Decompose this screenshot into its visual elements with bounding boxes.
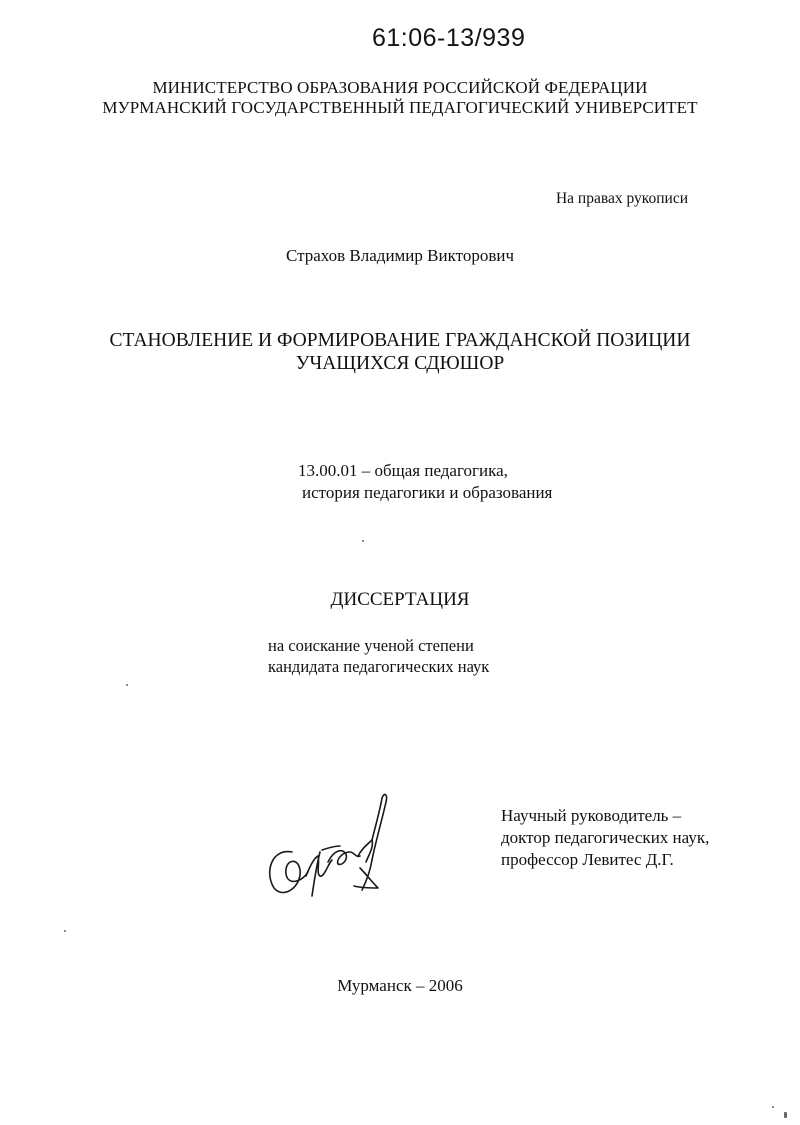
degree-block (268, 635, 489, 677)
dissertation-title (0, 329, 800, 375)
university-name: МУРМАНСКИЙ ГОСУДАРСТВЕННЫЙ ПЕДАГОГИЧЕСКИЙ УНИВЕРСИТЕТ (102, 98, 698, 117)
specialty-block (298, 460, 552, 504)
supervisor-block (501, 805, 709, 871)
archive-stamp-number: 61:06-13/939 (372, 24, 526, 52)
title-line-1: СТАНОВЛЕНИЕ И ФОРМИРОВАНИЕ ГРАЖДАНСКОЙ ПОЗИЦИИ (109, 330, 691, 351)
supervisor-line-3: профессор Левитес Д.Г. (501, 850, 674, 869)
specialty-line-1: 13.00.01 – общая педагогика, (298, 461, 508, 480)
degree-line-1: на соискание ученой степени (268, 636, 474, 655)
author-name: Страхов Владимир Викторович (286, 246, 514, 265)
specialty-line-2: история педагогики и образования (302, 483, 553, 502)
scan-speck (784, 1112, 787, 1118)
manuscript-note: На правах рукописи (555, 190, 688, 207)
scan-speck (126, 684, 128, 686)
handwritten-signature (262, 790, 402, 900)
institution-header (0, 78, 800, 118)
city-year: Мурманск – 2006 (337, 976, 463, 995)
ministry-name: МИНИСТЕРСТВО ОБРАЗОВАНИЯ РОССИЙСКОЙ ФЕДЕРАЦИИ (152, 78, 648, 97)
supervisor-line-1: Научный руководитель – (501, 806, 682, 825)
document-type: ДИССЕРТАЦИЯ (330, 589, 470, 610)
title-line-2: УЧАЩИХСЯ СДЮШОР (295, 353, 505, 374)
scan-speck (772, 1106, 774, 1108)
scan-speck (64, 930, 66, 932)
degree-line-2: кандидата педагогических наук (268, 657, 490, 676)
supervisor-line-2: доктор педагогических наук, (501, 828, 710, 847)
scan-speck (362, 540, 364, 542)
